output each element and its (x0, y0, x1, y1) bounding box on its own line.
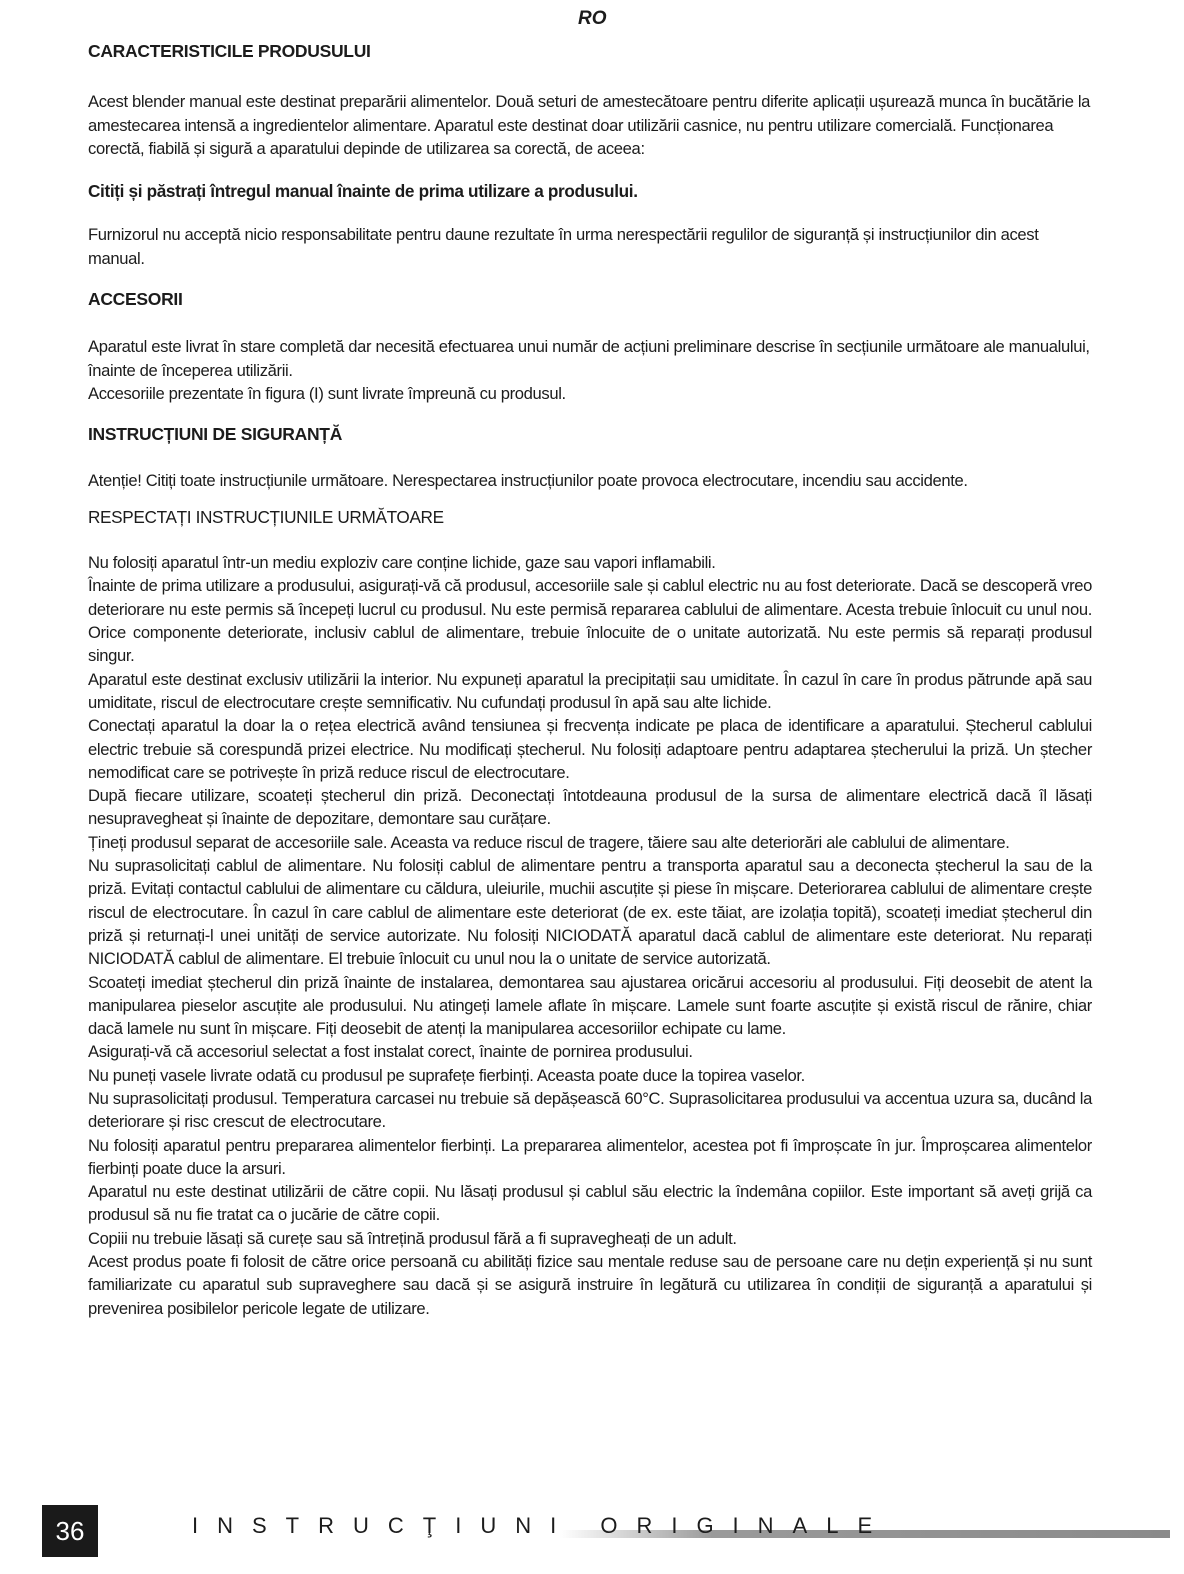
safety-item: Nu suprasolicitați produsul. Temperatura carcasei nu trebuie să depășească 60°C. Suprasolicitarea produsului va accentua uzura sa, ducând la deteriorare și risc crescut de electrocutare. (88, 1088, 1092, 1132)
section-title-accessories: ACCESORII (88, 289, 183, 310)
read-manual-notice: Citiți și păstrați întregul manual înainte de prima utilizare a produsului. (88, 181, 638, 202)
safety-item: Țineți produsul separat de accesoriile sale. Aceasta va reduce riscul de tragere, tăiere sau alte deteriorări ale cablului de alimentare. (88, 832, 1010, 852)
section-title-characteristics: CARACTERISTICILE PRODUSULUI (88, 41, 371, 61)
safety-item: Asigurați-vă că accesoriul selectat a fost instalat corect, înainte de pornirea produsului. (88, 1042, 693, 1062)
safety-warning: Atenție! Citiți toate instrucțiunile următoare. Nerespectarea instrucțiunilor poate provoca electrocutare, incendiu sau accidente. (88, 470, 968, 490)
safety-item: Nu folosiți aparatul într-un mediu exploziv care conține lichide, gaze sau vapori inflamabili. (88, 553, 716, 573)
safety-item: Nu puneți vasele livrate odată cu produsul pe suprafețe fierbinți. Aceasta poate duce la topirea vaselor. (88, 1065, 805, 1085)
safety-item: Nu suprasolicitați cablul de alimentare. Nu folosiți cablul de alimentare pentru a transporta aparatul sau a deconecta ștecherul la sau de la priză. Evitați contactul cablului de alimentare cu căldura, uleiurile, muchii ascuțite și piese în mișcare. Deteriorarea cablului de alimentare crește riscul de electrocutare. În cazul în care cablul de alimentare este deteriorat (de ex. este tăiat, are izolația topită), scoateți imediat ștecherul din priză și returnați-l unei unități de service autorizate. Nu folosiți NICIODATĂ aparatul dacă cablul de alimentare este deteriorat. Nu reparați NICIODATĂ cablul de alimentare. El trebuie înlocuit cu unul nou la o unitate de service autorizată. (88, 856, 1092, 969)
safety-item: Nu folosiți aparatul pentru prepararea alimentelor fierbinți. La prepararea alimentelor, acestea pot fi împroșcate în jur. Împroșcarea alimentelor fierbinți poate duce la arsuri. (88, 1135, 1092, 1178)
safety-item: Conectați aparatul la doar la o rețea electrică având tensiunea și frecvența indicate pe placa de identificare a aparatului. Ștecherul cablului electric trebuie să corespundă prizei electrice. Nu modificați ștecherul. Nu folosiți adaptoare pentru adaptarea ștecherului la priză. Un ștecher nemodificat care se potrivește în priză reduce riscul de electrocutare. (88, 716, 1092, 782)
safety-item: Înainte de prima utilizare a produsului, asigurați-vă că produsul, accesoriile sale și cablul electric nu au fost deteriorate. Dacă se descoperă vreo deteriorare nu este permis să începeți lucrul cu produsul. Nu este permisă repararea cablului de alimentare. Acesta trebuie înlocuit cu unul nou. Orice componente deteriorate, inclusiv cablul de alimentare, trebuie înlocuite de o unitate autorizată. Nu este permis să reparați produsul singur. (88, 576, 1092, 666)
language-code: RO (578, 8, 607, 29)
page-number: 36 (42, 1505, 98, 1557)
accessories-figure-note: Accesoriile prezentate în figura (I) sunt livrate împreună cu produsul. (88, 383, 566, 403)
footer-title: INSTRUCŢIUNI ORIGINALE (192, 1513, 892, 1538)
safety-item: După fiecare utilizare, scoateți ștecherul din priză. Deconectați întotdeauna produsul de la sursa de alimentare electrică dacă îl lăsați nesupravegheat și înainte de depozitare, demontare sau curățare. (88, 786, 1092, 829)
characteristics-paragraph: Acest blender manual este destinat preparării alimentelor. Două seturi de amestecătoare pentru diferite aplicații ușurează munca în bucătărie la amestecarea intensă a ingredientelor alimentare. Aparatul este destinat doar utilizării casnice, nu pentru utilizare comercială. Funcționarea corectă, fiabilă și sigură a aparatului depinde de utilizarea sa corectă, de aceea: (88, 92, 1091, 158)
safety-item: Copiii nu trebuie lăsați să curețe sau să întrețină produsul fără a fi supravegheați de un adult. (88, 1228, 737, 1248)
safety-item: Scoateți imediat ștecherul din priză înainte de instalarea, demontarea sau ajustarea oricărui accesoriu al produsului. Fiți deosebit de atent la manipularea pieselor ascuțite ale produsului. Nu atingeți lamele aflate în mișcare. Lamele sunt foarte ascuțite și există riscul de rănire, chiar dacă lamele nu sunt în mișcare. Fiți deosebit de atenți la manipularea accesoriilor echipate cu lame. (88, 972, 1092, 1039)
liability-paragraph: Furnizorul nu acceptă nicio responsabilitate pentru daune rezultate în urma nerespectării regulilor de siguranță și instrucțiunilor din acest manual. (88, 225, 1039, 268)
safety-instructions (88, 551, 1092, 1320)
section-title-safety: INSTRUCȚIUNI DE SIGURANȚĂ (88, 424, 343, 445)
page-content (88, 40, 1092, 1320)
safety-item: Aparatul este destinat exclusiv utilizării la interior. Nu expuneți aparatul la precipitații sau umiditate. În cazul în care în produs pătrunde apă sau umiditate, riscul de electrocutare crește semnificativ. Nu cufundați produsul în apă sau alte lichide. (88, 669, 1092, 712)
safety-subtitle: RESPECTAȚI INSTRUCȚIUNILE URMĂTOARE (88, 506, 444, 527)
safety-item: Acest produs poate fi folosit de către orice persoană cu abilități fizice sau mentale reduse sau de persoane care nu dețin experiență și nu sunt familiarizate cu aparatul sub supraveghere sau dacă și se asigură instruire în legătură cu utilizarea în condiții de siguranță a aparatului și prevenirea posibilelor pericole legate de utilizare. (88, 1252, 1092, 1318)
safety-item: Aparatul nu este destinat utilizării de către copii. Nu lăsați produsul și cablul său electric la îndemâna copiilor. Este important să aveți grijă ca produsul să nu fie tratat ca o jucărie de către copii. (88, 1182, 1092, 1225)
accessories-paragraph: Aparatul este livrat în stare completă dar necesită efectuarea unui număr de acțiuni preliminare descrise în secțiunile următoare ale manualului, înainte de începerea utilizării. (88, 337, 1090, 380)
